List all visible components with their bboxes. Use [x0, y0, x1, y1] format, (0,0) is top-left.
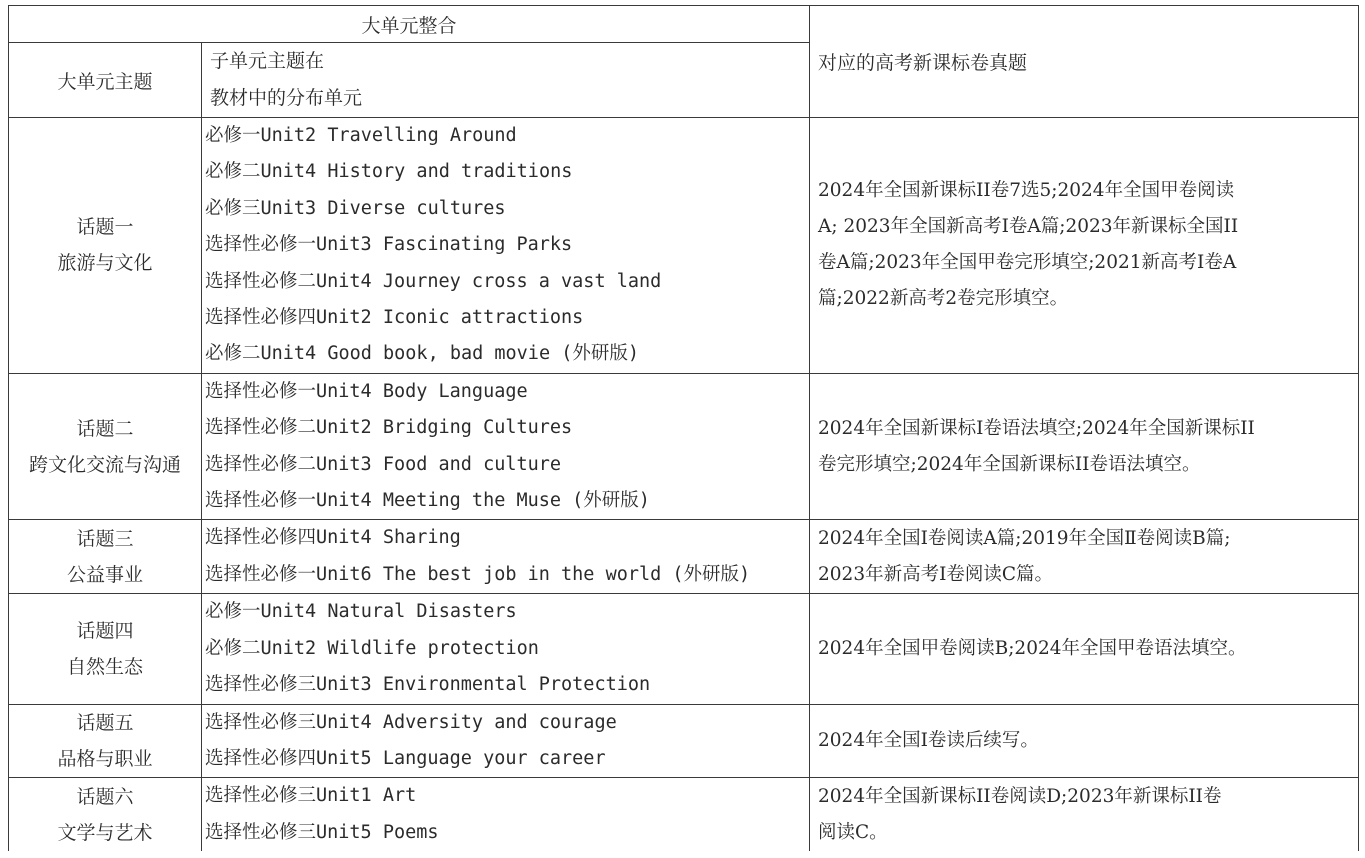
exam-line: 2024年全国新课标I卷语法填空;2024年全国新课标II [818, 417, 1255, 439]
units-cell [202, 594, 810, 704]
table-row [9, 778, 1359, 851]
unit-item: 选择性必修一Unit4 Body Language [205, 380, 528, 402]
units-cell [202, 704, 810, 778]
sub-header-line-2: 教材中的分布单元 [210, 87, 363, 109]
table-row [9, 594, 1359, 704]
topic-number: 话题三 [76, 527, 134, 550]
topic-header-cell [9, 43, 202, 118]
merged-header-cell [9, 6, 810, 43]
merged-header-title: 大单元整合 [361, 14, 457, 37]
exam-header-label: 对应的高考新课标卷真题 [818, 52, 1028, 74]
topic-number: 话题一 [76, 216, 134, 239]
exam-cell [810, 704, 1359, 778]
table-row [9, 704, 1359, 778]
unit-integration-table [8, 5, 1359, 851]
topic-cell [9, 520, 202, 594]
topic-cell [9, 118, 202, 374]
topic-title: 文学与艺术 [57, 821, 153, 844]
exam-line: 卷完形填空;2024年全国新课标II卷语法填空。 [818, 453, 1201, 475]
topic-title: 公益事业 [66, 563, 143, 586]
unit-item: 必修二Unit2 Wildlife protection [205, 637, 539, 659]
unit-item: 必修二Unit4 Good book, bad movie (外研版) [205, 343, 640, 365]
exam-cell [810, 594, 1359, 704]
exam-line: A; 2023年全国新高考I卷A篇;2023年新课标全国II [818, 216, 1239, 238]
exam-line: 2024年全国甲卷阅读B;2024年全国甲卷语法填空。 [818, 637, 1247, 659]
units-cell [202, 520, 810, 594]
topic-number: 话题四 [76, 619, 134, 642]
topic-title: 旅游与文化 [57, 252, 153, 275]
unit-item: 必修三Unit3 Diverse cultures [205, 197, 506, 219]
unit-item: 选择性必修三Unit4 Adversity and courage [205, 711, 617, 733]
topic-title: 自然生态 [66, 655, 143, 678]
exam-cell [810, 373, 1359, 520]
unit-item: 选择性必修一Unit3 Fascinating Parks [205, 234, 573, 256]
table-row [9, 118, 1359, 374]
unit-item: 选择性必修一Unit4 Meeting the Muse (外研版) [205, 490, 650, 512]
unit-item: 必修一Unit4 Natural Disasters [205, 601, 517, 623]
exam-line: 阅读C。 [818, 821, 888, 843]
unit-item: 选择性必修三Unit5 Poems [205, 821, 439, 843]
unit-item: 选择性必修二Unit4 Journey cross a vast land [205, 270, 662, 292]
exam-line: 2023年新高考I卷阅读C篇。 [818, 563, 1054, 585]
exam-cell [810, 778, 1359, 851]
header-row-1 [9, 6, 1359, 43]
unit-item: 选择性必修三Unit1 Art [205, 785, 417, 807]
units-cell [202, 778, 810, 851]
unit-item: 选择性必修二Unit3 Food and culture [205, 453, 562, 475]
sub-header-cell [202, 43, 810, 118]
units-cell [202, 373, 810, 520]
topic-number: 话题五 [76, 711, 134, 734]
unit-item: 选择性必修四Unit4 Sharing [205, 527, 461, 549]
exam-line: 2024年全国新课标II卷7选5;2024年全国甲卷阅读 [818, 180, 1235, 202]
units-cell [202, 118, 810, 374]
table-row [9, 520, 1359, 594]
unit-item: 必修二Unit4 History and traditions [205, 161, 573, 183]
topic-header-label: 大单元主题 [57, 70, 153, 93]
unit-item: 选择性必修三Unit3 Environmental Protection [205, 674, 651, 696]
topic-title: 品格与职业 [57, 747, 153, 770]
exam-line: 卷A篇;2023年全国甲卷完形填空;2021新高考I卷A [818, 252, 1237, 274]
exam-header-cell [810, 6, 1359, 118]
unit-item: 必修一Unit2 Travelling Around [205, 125, 517, 146]
unit-item: 选择性必修四Unit5 Language your career [205, 747, 606, 769]
exam-line: 2024年全国I卷阅读A篇;2019年全国Ⅱ卷阅读B篇; [818, 527, 1231, 549]
topic-cell [9, 778, 202, 851]
topic-number: 话题六 [76, 785, 134, 808]
unit-item: 选择性必修二Unit2 Bridging Cultures [205, 417, 573, 439]
unit-item: 选择性必修一Unit6 The best job in the world (外研版) [205, 563, 751, 585]
topic-title: 跨文化交流与沟通 [28, 453, 181, 476]
sub-header-line-1: 子单元主题在 [210, 50, 325, 72]
exam-line: 2024年全国I卷读后续写。 [818, 729, 1039, 751]
exam-cell [810, 118, 1359, 374]
topic-cell [9, 704, 202, 778]
table-row [9, 373, 1359, 520]
topic-number: 话题二 [76, 417, 134, 440]
exam-line: 2024年全国新课标II卷阅读D;2023年新课标II卷 [818, 785, 1222, 807]
topic-cell [9, 373, 202, 520]
topic-cell [9, 594, 202, 704]
unit-item: 选择性必修四Unit2 Iconic attractions [205, 307, 584, 329]
exam-line: 篇;2022新高考2卷完形填空。 [818, 288, 1069, 310]
exam-cell [810, 520, 1359, 594]
